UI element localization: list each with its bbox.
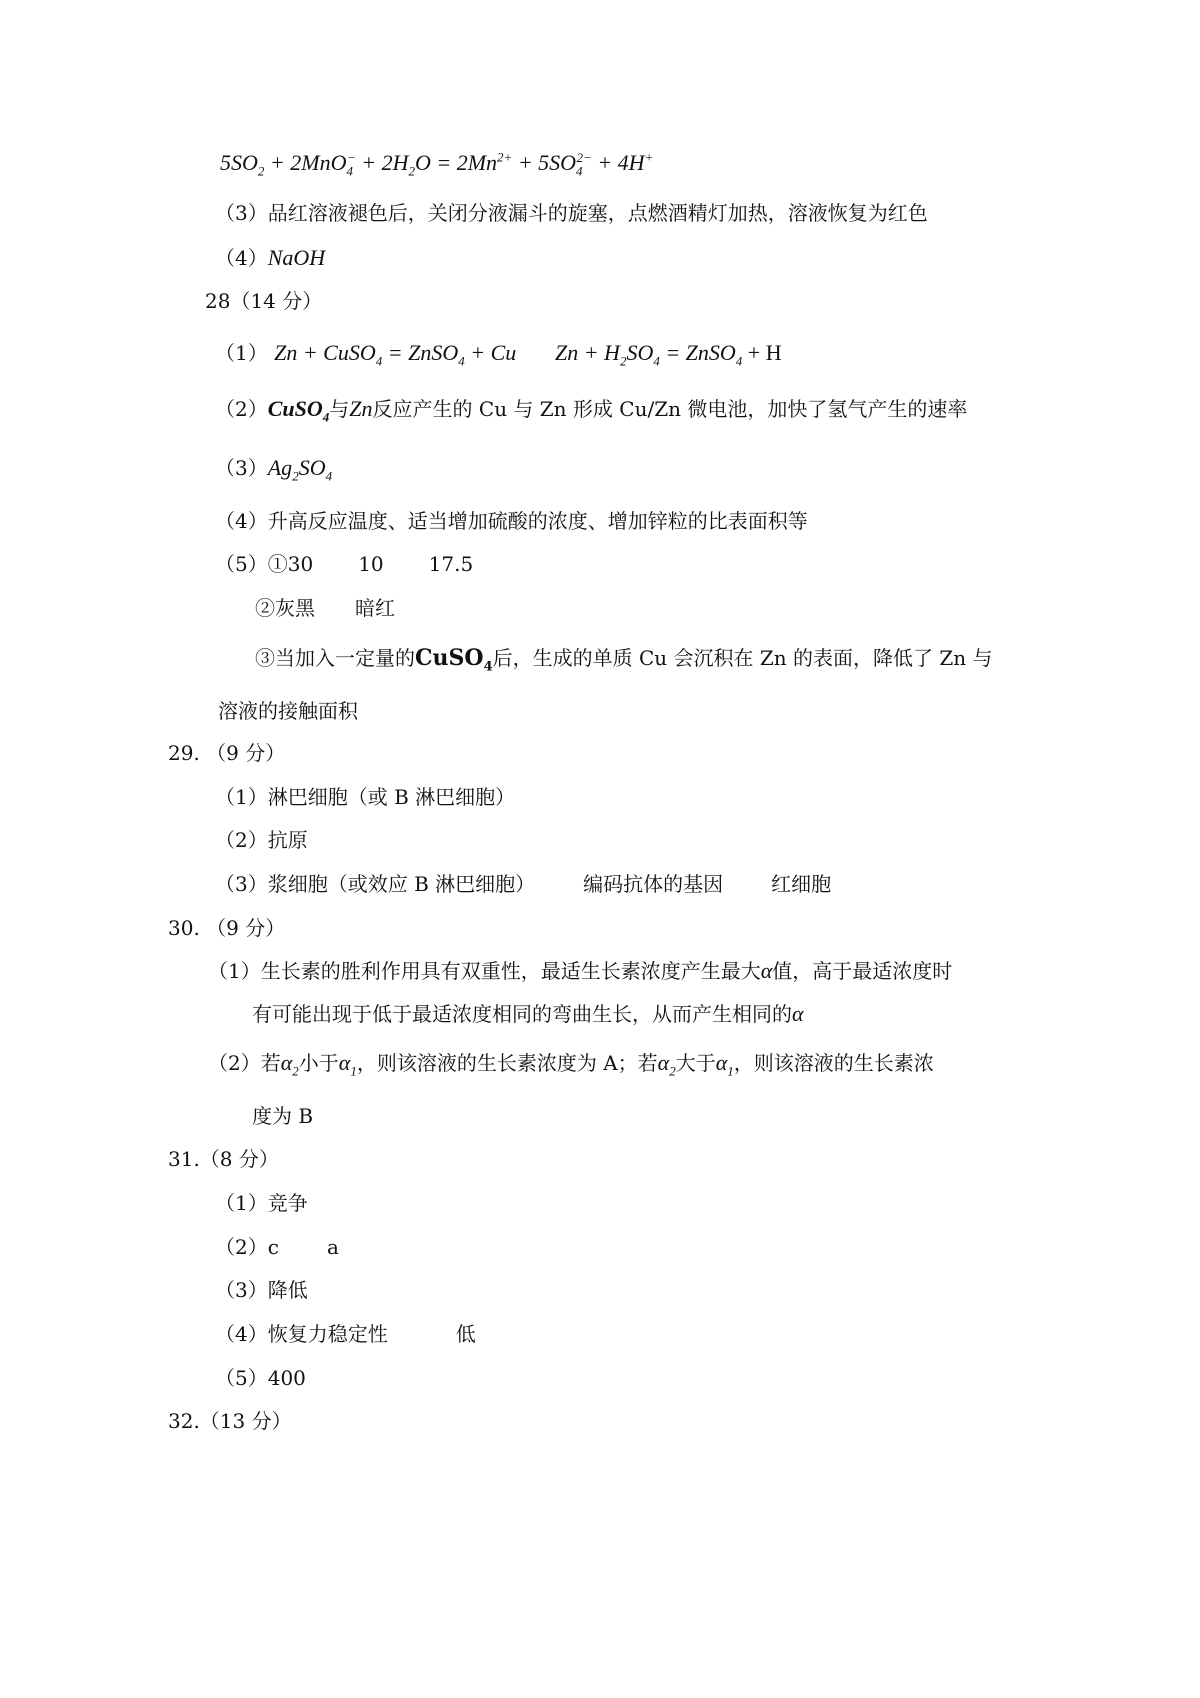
- question-31-heading: 31.（8 分）: [168, 1147, 279, 1171]
- answer-30-1-cont: 有可能出现于低于最适浓度相同的弯曲生长，从而产生相同的α: [252, 1001, 804, 1026]
- answer-28-2: （2）CuSO$_4$与Zn反应产生的 Cu 与 Zn 形成 Cu/Zn 微电池，加快了氢气产生的速率: [215, 396, 968, 425]
- question-32-heading: 32.（13 分）: [168, 1409, 292, 1433]
- answer-30-2-cont: 度为 B: [252, 1104, 314, 1128]
- answer-29-2: （2）抗原: [215, 828, 308, 852]
- answer-28-5-3-cont: 溶液的接触面积: [218, 699, 358, 723]
- answer-31-1: （1）竞争: [215, 1191, 308, 1215]
- answer-28-1: （1） Zn + CuSO$_4$ = ZnSO$_4$ + Cu $Zn + H_2SO_4$ = ZnSO$_4$ + H: [215, 340, 782, 369]
- answer-27-3: （3）品红溶液褪色后，关闭分液漏斗的旋塞，点燃酒精灯加热，溶液恢复为红色: [215, 201, 928, 225]
- answer-31-5: （5）400: [215, 1366, 306, 1390]
- answer-28-3: $(3)Ag_2SO_4$: [215, 455, 333, 484]
- answer-28-5-3: ③当加入一定量的CuSO$_4$后，生成的单质 Cu 会沉积在 Zn 的表面，降低了 Zn 与: [255, 645, 993, 675]
- answer-30-1: （1）生长素的胜利作用具有双重性，最适生长素浓度产生最大α值，高于最适浓度时: [208, 958, 953, 983]
- question-29-heading: 29. （9 分）: [168, 741, 286, 765]
- answer-27-4: （4）NaOH: [215, 245, 326, 270]
- answer-28-5: （5）①30 10 17.5: [215, 552, 474, 576]
- equation-so2-mno4: $5SO_2 + 2MnO_4^- + 2H_2O = 2Mn^{2+} + 5SO_4^{2-} + 4H^+$: [220, 149, 654, 179]
- answer-29-1: （1）淋巴细胞（或 B 淋巴细胞）: [215, 785, 516, 809]
- answer-30-2: （2）若$\alpha_2$小于$\alpha_1$，则该溶液的生长素浓度为 A；若$\alpha_2$大于$\alpha_1$，则该溶液的生长素浓: [208, 1050, 934, 1079]
- answer-31-2: （2）c a: [215, 1235, 339, 1259]
- question-28-heading: 28（14 分）: [205, 289, 323, 313]
- answer-31-4: （4）恢复力稳定性 低: [215, 1322, 476, 1346]
- answer-29-3: （3）浆细胞（或效应 B 淋巴细胞） 编码抗体的基因 红细胞: [215, 872, 832, 896]
- question-30-heading: 30. （9 分）: [168, 916, 286, 940]
- answer-28-4: （4）升高反应温度、适当增加硫酸的浓度、增加锌粒的比表面积等: [215, 509, 808, 533]
- answer-31-3: （3）降低: [215, 1278, 308, 1302]
- answer-28-5-2: ②灰黑 暗红: [255, 596, 395, 620]
